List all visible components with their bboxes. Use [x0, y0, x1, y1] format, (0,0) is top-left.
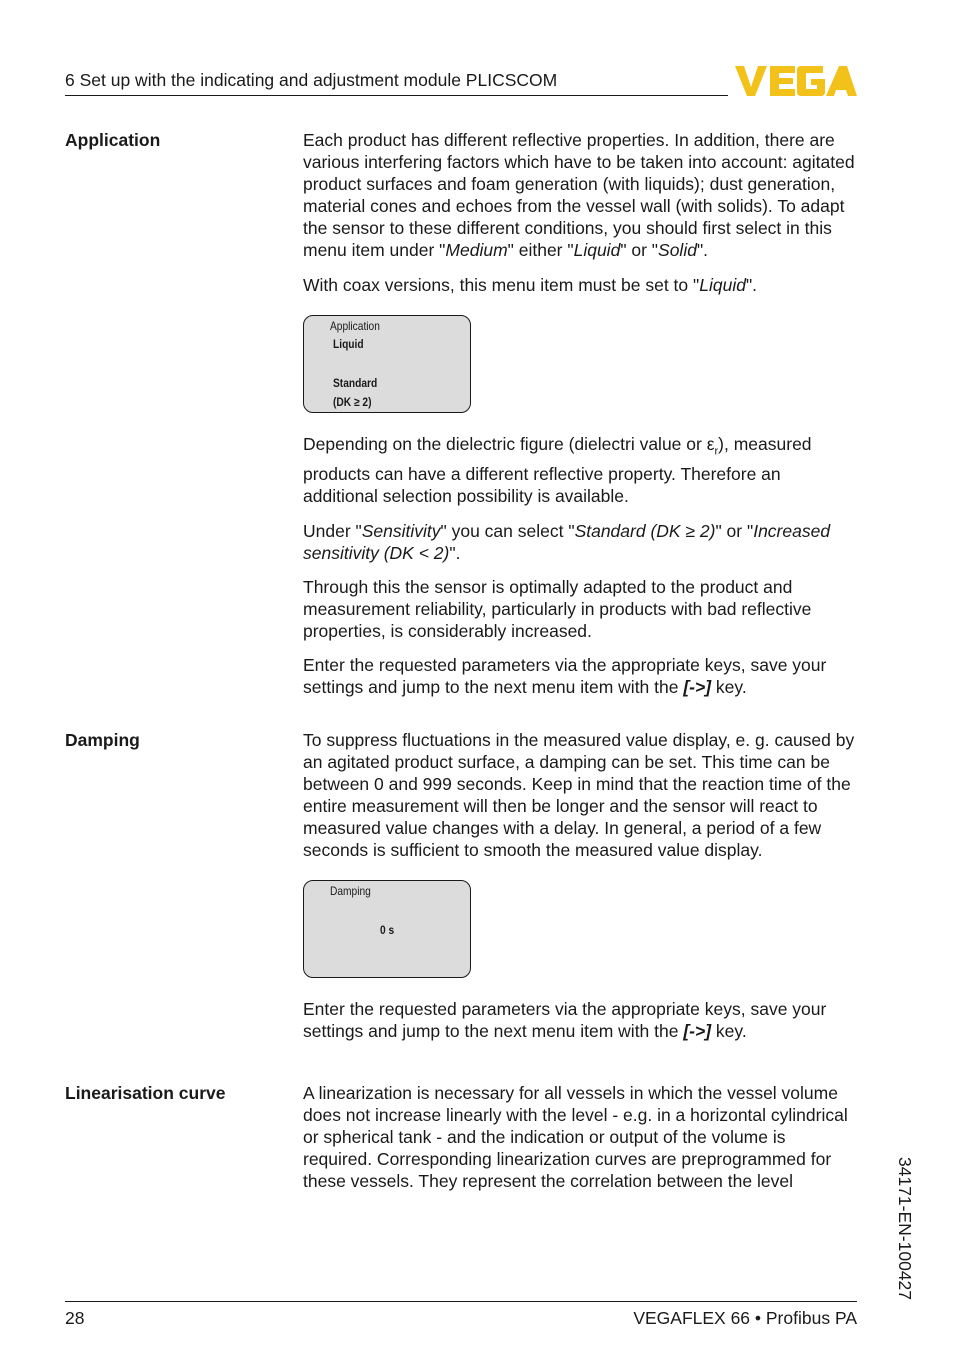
term-medium: Medium [445, 240, 508, 260]
text-run: Under " [303, 520, 362, 541]
application-text-block-2 [303, 433, 859, 698]
text-run: ". [696, 240, 709, 260]
text-run: Each product has different reflective properties. In addition, there are various interfering factors which have to be taken into account: agitated product surfaces and foam generation (with liquids); dust generation, material cones and echoes from the vessel wall (with solids). To adapt the sensor to these different conditions, you should first select in this menu item under " [303, 130, 855, 260]
application-paragraph-1 [303, 129, 859, 261]
text-run: " or " [620, 240, 659, 260]
damping-paragraph-2 [303, 998, 859, 1042]
text-run: ), measured products can have a different reflective property. Therefore an additional selection possibility is available. [303, 434, 812, 506]
text-run: " either " [507, 240, 574, 260]
text-run: ". [745, 275, 758, 295]
term-solid: Solid [658, 240, 697, 260]
damping-paragraph-1: To suppress fluctuations in the measured value display, e. g. caused by an agitated product surface, a damping can be set. This time can be between 0 and 999 seconds. Keep in mind that the reaction time of the entire measurement will then be longer and the sensor will react to measured value changes with a delay. In general, a period of a few seconds is sufficient to smooth the measured value display. [303, 730, 855, 860]
section-label-application: Application [65, 130, 161, 150]
term-increased: Increased sensitivity (DK < 2) [303, 520, 831, 563]
text-run: Depending on the dielectric figure (dielectri value or ε [303, 434, 715, 454]
text-run: ". [449, 542, 461, 563]
header-divider [65, 95, 728, 96]
text-run: Enter the requested parameters via the appropriate keys, save your settings and jump to the next menu item with the [303, 999, 827, 1041]
text-run: Enter the requested parameters via the appropriate keys, save your settings and jump to the next menu item with the [303, 654, 827, 697]
damping-text-block-2 [303, 998, 859, 1042]
application-paragraph-4 [303, 520, 859, 564]
term-standard: Standard (DK ≥ 2) [574, 520, 716, 541]
linearisation-paragraph-1: A linearization is necessary for all vessels in which the vessel volume does not increase linearly with the level - e.g. in a horizontal cylindrical or spherical tank - and the indication or output of the volume is required. Corresponding linearization curves are preprogrammed for these vessels. They represent the correlation between the level [303, 1083, 848, 1191]
display-value-sensitivity: Standard [333, 376, 378, 390]
text-run: " you can select " [440, 520, 575, 541]
display-value-damping: 0 s [380, 923, 395, 937]
section-label-linearisation: Linearisation curve [65, 1083, 226, 1103]
footer-product-name: VEGAFLEX 66 • Profibus PA [633, 1308, 857, 1328]
document-id: 34171-EN-100427 [895, 1157, 915, 1301]
application-paragraph-2 [303, 274, 859, 296]
text-run: " or " [715, 520, 754, 541]
display-value-dk: (DK ≥ 2) [333, 395, 372, 409]
term-sensitivity: Sensitivity [361, 520, 441, 541]
text-run: key. [711, 676, 747, 697]
subscript-r: r [714, 445, 719, 458]
section-label-damping: Damping [65, 730, 140, 750]
damping-text-block [303, 729, 859, 861]
page-number: 28 [65, 1308, 85, 1328]
application-paragraph-5: Through this the sensor is optimally adapted to the product and measurement reliability, particularly in products with bad reflective properties, is considerably increased. [303, 576, 812, 641]
linearisation-text-block [303, 1082, 859, 1192]
display-value-medium: Liquid [333, 337, 364, 351]
logo-letters [735, 66, 857, 96]
damping-display-panel [303, 880, 471, 978]
vega-logo-icon [735, 65, 857, 97]
text-run: With coax versions, this menu item must be set to " [303, 275, 700, 295]
application-paragraph-3 [303, 433, 859, 507]
application-text-block [303, 129, 859, 296]
key-arrow: [->] [683, 676, 712, 697]
text-run: key. [711, 1021, 747, 1041]
term-liquid: Liquid [573, 240, 621, 260]
application-paragraph-6 [303, 654, 859, 698]
footer-divider [65, 1301, 857, 1302]
application-display-panel [303, 315, 471, 413]
term-liquid: Liquid [699, 275, 746, 295]
chapter-heading: 6 Set up with the indicating and adjustment module PLICSCOM [65, 70, 558, 90]
key-arrow: [->] [683, 1021, 712, 1041]
display-title: Application [330, 319, 380, 333]
display-title: Damping [330, 884, 371, 898]
